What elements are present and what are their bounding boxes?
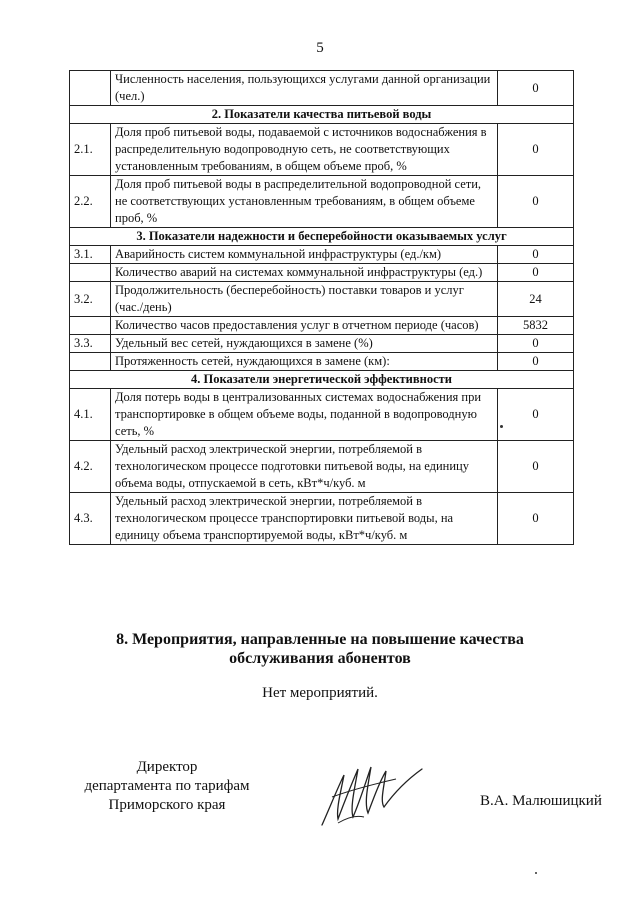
section-8-heading-line-2: обслуживания абонентов: [229, 650, 411, 667]
indicator-name: Удельный расход электрической энергии, потребляемой в технологическом процессе подготовки питьевой воды, на единицу объема воды, отпускаемой в сеть, кВт*ч/куб. м: [111, 441, 498, 493]
director-title-line-1: Директор: [136, 759, 198, 775]
row-number: 3.1.: [70, 246, 111, 264]
indicator-name: Доля потерь воды в централизованных системах водоснабжения при транспортировке в общем объеме воды, поданной в водопроводную сеть, %: [111, 389, 498, 441]
table-row: [70, 317, 574, 335]
indicator-value: 0: [498, 441, 574, 493]
table-row: [70, 124, 574, 176]
table-row: [70, 353, 574, 371]
row-number: 4.1.: [70, 389, 111, 441]
indicator-value: 0: [498, 353, 574, 371]
section-header: 3. Показатели надежности и бесперебойности оказываемых услуг: [70, 228, 574, 246]
signer-name: В.А. Малюшицкий: [480, 793, 602, 809]
indicator-value: 24: [498, 282, 574, 317]
indicators-table: [69, 70, 574, 545]
row-number: [70, 264, 111, 282]
table-row: [70, 71, 574, 106]
table-row: [70, 493, 574, 545]
indicator-name: Аварийность систем коммунальной инфраструктуры (ед./км): [111, 246, 498, 264]
director-title-line-3: Приморского края: [108, 797, 226, 813]
table-row: [70, 441, 574, 493]
indicator-value: 0: [498, 389, 574, 441]
indicator-value: 0: [498, 176, 574, 228]
row-number: 2.1.: [70, 124, 111, 176]
scan-speck: [500, 425, 503, 428]
row-number: [70, 71, 111, 106]
no-events-text: Нет мероприятий.: [262, 685, 378, 701]
section-header: 2. Показатели качества питьевой воды: [70, 106, 574, 124]
scan-speck: [535, 872, 537, 874]
director-title-line-2: департамента по тарифам: [84, 778, 250, 794]
indicator-name: Удельный вес сетей, нуждающихся в замене (%): [111, 335, 498, 353]
indicator-name: Продолжительность (бесперебойность) поставки товаров и услуг (час./день): [111, 282, 498, 317]
indicator-value: 5832: [498, 317, 574, 335]
page-number: 5: [316, 40, 324, 56]
section-8-heading-line-1: 8. Мероприятия, направленные на повышение качества: [116, 631, 524, 648]
indicator-name: Доля проб питьевой воды, подаваемой с источников водоснабжения в распределительную водопроводную сеть, не соответствующих установленным требованиям, в общем объеме проб, %: [111, 124, 498, 176]
indicator-value: 0: [498, 124, 574, 176]
row-number: [70, 353, 111, 371]
indicator-name: Доля проб питьевой воды в распределительной водопроводной сети, не соответствующих установленным требованиям, в общем объеме проб, %: [111, 176, 498, 228]
table-row: [70, 389, 574, 441]
row-number: [70, 317, 111, 335]
indicator-name: Численность населения, пользующихся услугами данной организации (чел.): [111, 71, 498, 106]
table-row: [70, 246, 574, 264]
indicator-value: 0: [498, 246, 574, 264]
table-row: [70, 176, 574, 228]
director-title: [62, 758, 272, 815]
section-header-row: [70, 228, 574, 246]
table-row: [70, 335, 574, 353]
indicator-value: 0: [498, 493, 574, 545]
row-number: 4.3.: [70, 493, 111, 545]
section-header: 4. Показатели энергетической эффективности: [70, 371, 574, 389]
table-row: [70, 282, 574, 317]
indicator-value: 0: [498, 71, 574, 106]
section-8-heading: [0, 630, 640, 668]
row-number: 4.2.: [70, 441, 111, 493]
row-number: 3.3.: [70, 335, 111, 353]
indicator-name: Удельный расход электрической энергии, потребляемой в технологическом процессе транспортировки питьевой воды, на единицу объема транспортируемой воды, кВт*ч/куб. м: [111, 493, 498, 545]
section-header-row: [70, 371, 574, 389]
handwritten-signature: [308, 757, 428, 832]
row-number: 3.2.: [70, 282, 111, 317]
indicator-name: Количество аварий на системах коммунальной инфраструктуры (ед.): [111, 264, 498, 282]
row-number: 2.2.: [70, 176, 111, 228]
indicator-name: Количество часов предоставления услуг в отчетном периоде (часов): [111, 317, 498, 335]
indicator-name: Протяженность сетей, нуждающихся в замене (км):: [111, 353, 498, 371]
indicator-value: 0: [498, 264, 574, 282]
section-header-row: [70, 106, 574, 124]
indicator-value: 0: [498, 335, 574, 353]
table-row: [70, 264, 574, 282]
